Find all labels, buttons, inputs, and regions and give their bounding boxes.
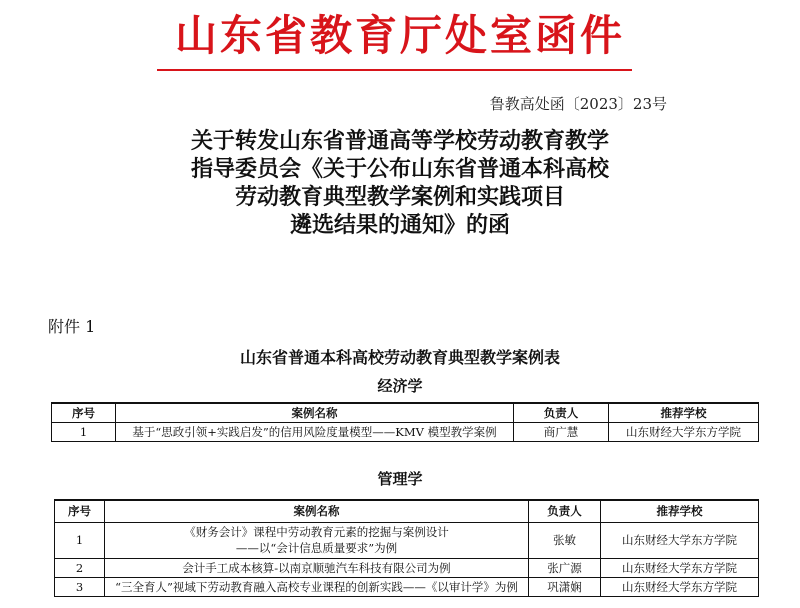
document-title-line: 劳动教育典型教学案例和实践项目 — [234, 185, 565, 210]
economics-case-table — [51, 402, 759, 442]
table-title: 山东省普通本科高校劳动教育典型教学案例表 — [239, 348, 560, 367]
section-title-economics: 经济学 — [377, 377, 423, 395]
letterhead-title: 山东省教育厅处室函件 — [174, 11, 625, 60]
column-header-case: 案例名称 — [116, 403, 514, 422]
case-leader: 张敏 — [529, 522, 601, 558]
document-number: 鲁教高处函〔2023〕23号 — [489, 95, 667, 113]
row-number: 1 — [55, 522, 105, 558]
table-header-row — [55, 500, 759, 522]
attachment-label: 附件 1 — [48, 317, 96, 336]
column-header-no: 序号 — [55, 500, 105, 522]
case-name: “三全育人”视域下劳动教育融入高校专业课程的创新实践——《以审计学》为例 — [105, 577, 529, 596]
recommending-school: 山东财经大学东方学院 — [601, 558, 759, 577]
row-number: 1 — [52, 422, 116, 441]
column-header-leader: 负责人 — [514, 403, 609, 422]
table-row — [55, 522, 759, 558]
row-number: 3 — [55, 577, 105, 596]
column-header-school: 推荐学校 — [609, 403, 759, 422]
document-title — [0, 128, 800, 240]
letterhead-red-rule — [157, 69, 632, 71]
case-name-line: 《财务会计》课程中劳动教育元素的挖掘与案例设计 — [184, 525, 449, 539]
row-number: 2 — [55, 558, 105, 577]
case-leader: 巩潇娴 — [529, 577, 601, 596]
column-header-case: 案例名称 — [105, 500, 529, 522]
recommending-school: 山东财经大学东方学院 — [601, 577, 759, 596]
column-header-no: 序号 — [52, 403, 116, 422]
case-name: 基于“思政引领+实践启发”的信用风险度量模型——KMV 模型教学案例 — [116, 422, 514, 441]
table-row — [55, 558, 759, 577]
column-header-school: 推荐学校 — [601, 500, 759, 522]
section-title-management: 管理学 — [377, 470, 423, 488]
case-leader: 张广源 — [529, 558, 601, 577]
recommending-school: 山东财经大学东方学院 — [609, 422, 759, 441]
management-case-table — [54, 499, 759, 597]
document-title-line: 遴选结果的通知》的函 — [289, 213, 510, 238]
table-row — [52, 422, 759, 441]
table-header-row — [52, 403, 759, 422]
document-title-line: 关于转发山东省普通高等学校劳动教育教学 — [190, 129, 609, 154]
document-title-line: 指导委员会《关于公布山东省普通本科高校 — [190, 157, 609, 182]
case-name — [105, 522, 529, 558]
case-leader: 商广慧 — [514, 422, 609, 441]
recommending-school: 山东财经大学东方学院 — [601, 522, 759, 558]
case-name-line: ——以“会计信息质量要求”为例 — [235, 541, 398, 555]
column-header-leader: 负责人 — [529, 500, 601, 522]
case-name: 会计手工成本核算-以南京顺驰汽车科技有限公司为例 — [105, 558, 529, 577]
table-row — [55, 577, 759, 596]
